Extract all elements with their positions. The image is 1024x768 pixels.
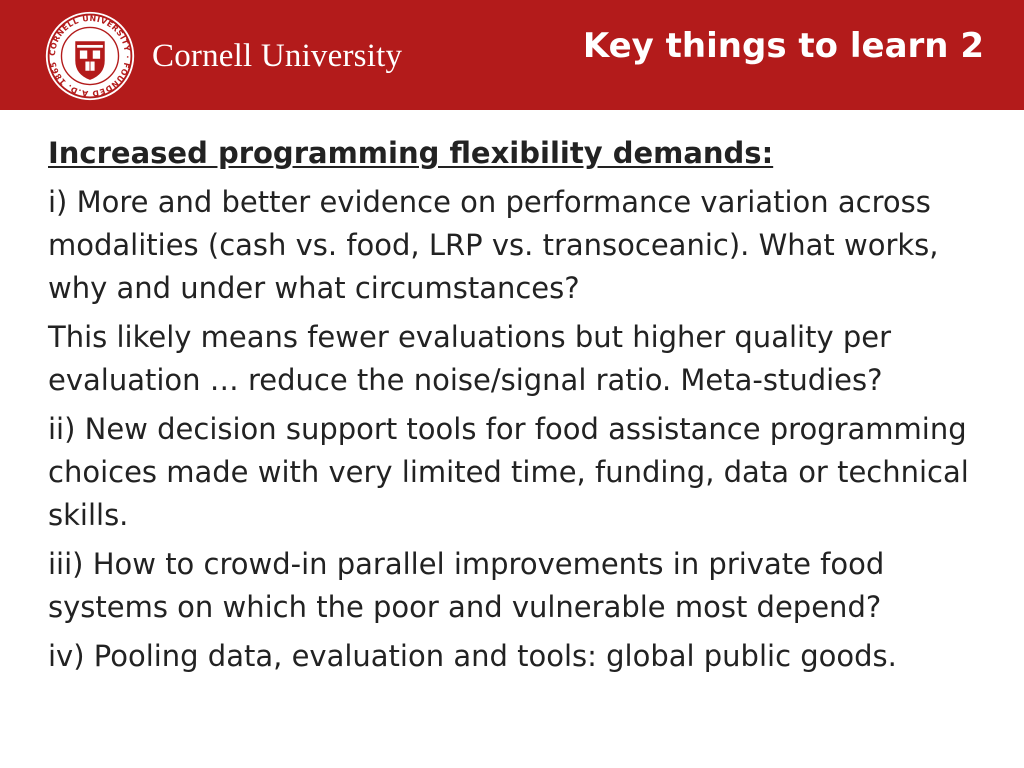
point-i: i) More and better evidence on performance variation across modalities (cash vs. food, LRP vs. transoceanic). What works, why and under what circumstances? xyxy=(48,185,939,305)
point-iii: iii) How to crowd-in parallel improvements in private food systems on which the poor and vulnerable most depend? xyxy=(48,547,885,624)
slide-body xyxy=(48,132,993,684)
point-i-note: This likely means fewer evaluations but higher quality per evaluation … reduce the noise/signal ratio. Meta-studies? xyxy=(48,320,891,397)
svg-text:CORNELL UNIVERSITY · FOUNDED A: CORNELL UNIVERSITY · FOUNDED A.D. 1865 xyxy=(47,13,132,99)
point-iv: iv) Pooling data, evaluation and tools: global public goods. xyxy=(48,639,897,673)
point-ii: ii) New decision support tools for food assistance programming choices made with very limited time, funding, data or technical skills. xyxy=(48,412,969,532)
slide-title: Key things to learn 2 xyxy=(582,26,984,66)
university-name: Cornell University xyxy=(152,38,403,74)
section-heading: Increased programming flexibility demands: xyxy=(48,136,774,170)
cornell-seal-logo xyxy=(44,10,136,102)
slide-header xyxy=(0,0,1024,110)
